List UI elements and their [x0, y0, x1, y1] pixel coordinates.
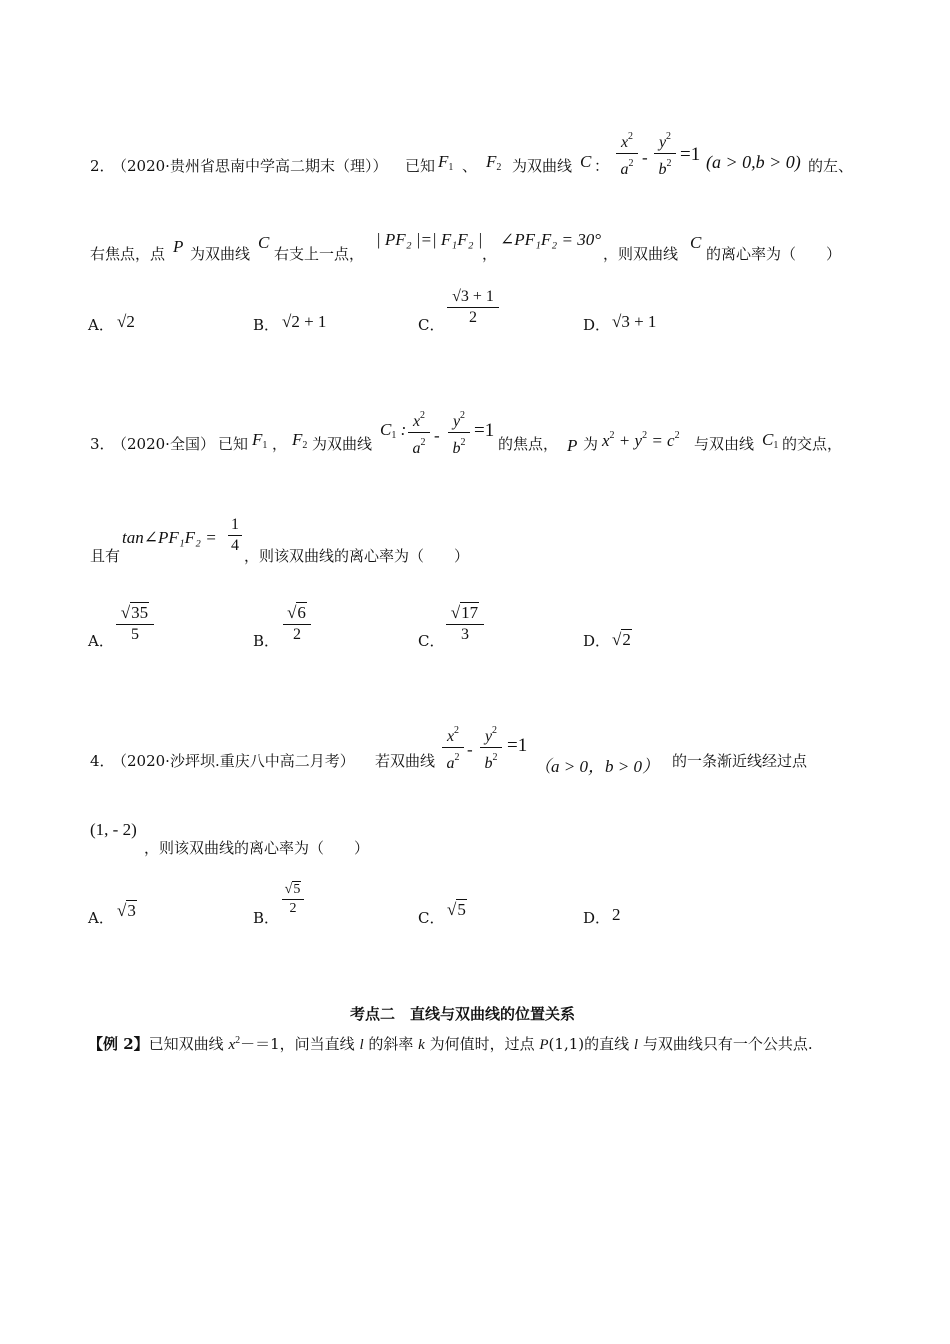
q4-option-a-label[interactable]: A． [88, 909, 114, 927]
q2-option-a-label[interactable]: A． [88, 316, 114, 334]
example-t1: 已知双曲线 [148, 1035, 229, 1053]
q4-number: 4． [90, 752, 115, 770]
q4-text2: 的一条渐近线经过点 [672, 752, 808, 770]
q3-option-a-value: √35 5 [116, 604, 154, 644]
q4-point: (1, - 2) [90, 820, 137, 839]
q3-text5: 与双由线 [694, 435, 755, 453]
q2-f1: $F_1$ [438, 152, 454, 173]
q3-line2b: ，则该双曲线的离心率为（ ） [244, 547, 470, 565]
q2-colon: ： [594, 157, 610, 175]
q3-option-d-label[interactable]: D． [583, 632, 611, 650]
q3-text3: 的焦点， [498, 435, 559, 453]
q2-source: （2020·贵州省思南中学高二期末（理）） [112, 157, 388, 175]
q2-option-d-value: √3 + 1 [612, 312, 657, 331]
q4-frac-y: $y^2$ $b^2$ [480, 722, 502, 773]
q2-sep1: 、 [462, 157, 478, 175]
q3-tan-frac: 1 4 [228, 516, 242, 555]
q2-text2: 为双曲线 [512, 157, 573, 175]
q2-text3: 的左、 [808, 157, 854, 175]
q4-source: （2020·沙坪坝.重庆八中高二月考） [112, 752, 355, 770]
q2-line2d: ，则双曲线 [603, 245, 679, 263]
q3-circle-eq: $x^2 + y^2 = c^2$ [602, 430, 680, 450]
q4-text1: 若双曲线 [375, 752, 436, 770]
q3-line2a: 且有 [90, 547, 121, 565]
example-t4: 为何值时，过点 [424, 1035, 540, 1053]
q2-option-b-label[interactable]: B． [253, 316, 280, 334]
example-t5: (1,1)的直线 [548, 1035, 634, 1053]
q2-option-b-value: √2 + 1 [282, 312, 327, 331]
q2-line2e: 的离心率为（ ） [706, 245, 842, 263]
q2-p: P [173, 237, 184, 256]
q3-frac-y: $y^2$ $b^2$ [448, 407, 470, 458]
q3-source: （2020·全国） [112, 435, 215, 453]
q2-line2a: 右焦点，点 [90, 245, 166, 263]
q2-line2c: 右支上一点， [274, 245, 365, 263]
q3-option-c-label[interactable]: C． [418, 632, 445, 650]
q4-option-d-value: 2 [612, 905, 621, 924]
q4-option-a-value: √3 [117, 901, 136, 920]
section-title: 考点二 直线与双曲线的位置关系 [350, 1005, 576, 1023]
q2-c3: C [690, 233, 702, 252]
q3-option-a-label[interactable]: A． [88, 632, 114, 650]
q3-f2: $F_2$ [292, 430, 308, 451]
q3-option-d-value: √2 [612, 630, 631, 649]
example-x2: $x^2$ [228, 1035, 241, 1053]
q3-c1: $C_1$ : [380, 420, 407, 441]
q2-abs-expr: | PF₂ |=| F₁F₂ | [376, 230, 483, 249]
q3-c1b: $C_1$ [762, 430, 779, 451]
q3-option-b-value: √6 2 [283, 604, 311, 644]
example-t2: －＝1，问当直线 [240, 1035, 360, 1053]
q4-option-d-label[interactable]: D． [583, 909, 611, 927]
q3-option-c-value: √17 3 [446, 604, 484, 644]
q4-cond: （a > 0，b > 0） [534, 757, 659, 776]
q3-f1: $F_1$ [252, 430, 268, 451]
q3-text6: 的交点， [782, 435, 843, 453]
q2-cond: (a > 0,b > 0) [706, 152, 801, 172]
q2-option-c-label[interactable]: C． [418, 316, 445, 334]
q4-frac-x: $x^2$ $a^2$ [442, 722, 464, 773]
example-t3: 的斜率 [363, 1035, 419, 1053]
q3-p: P [567, 436, 578, 455]
q3-comma1: ， [272, 435, 288, 453]
example-tag: 【例 2】 [88, 1035, 149, 1053]
q3-tan-expr: tan∠PF₁F₂ = [122, 528, 217, 547]
q2-text1: 已知 [405, 157, 436, 175]
q2-frac-x: $x^2$ $a^2$ [616, 128, 638, 179]
q3-number: 3． [90, 435, 115, 453]
q3-text4: 为 [583, 435, 599, 453]
example-2: 【例 2】已知双曲线 $x^2-=1$，问当直线 l 的斜率 k 为何值时，过点 P(1,1)的直线 l 与双曲线只有一个公共点. [88, 1035, 813, 1053]
q2-c: C [580, 152, 592, 171]
q2-comma: ， [482, 245, 498, 263]
q2-option-c-value: √3 + 1 2 [447, 288, 499, 327]
q2-option-d-label[interactable]: D． [583, 316, 611, 334]
q3-frac-x: $x^2$ $a^2$ [408, 407, 430, 458]
q2-line2b: 为双曲线 [190, 245, 251, 263]
q4-line2: ，则该双曲线的离心率为（ ） [144, 839, 370, 857]
q3-text1: 已知 [218, 435, 249, 453]
q4-option-b-value: √5 2 [282, 882, 304, 917]
q2-angle-expr: ∠PF₁F₂ = 30° [500, 230, 601, 249]
q2-option-a-value: √2 [117, 312, 135, 331]
q3-option-b-label[interactable]: B． [253, 632, 280, 650]
q3-text2: 为双曲线 [312, 435, 373, 453]
example-t6: 与双曲线只有一个公共点. [638, 1035, 813, 1053]
q4-option-c-label[interactable]: C． [418, 909, 445, 927]
q2-frac-y: $y^2$ $b^2$ [654, 128, 676, 179]
q2-number: 2． [90, 157, 115, 175]
q2-eq-rhs: =1 [680, 144, 701, 165]
q4-option-b-label[interactable]: B． [253, 909, 280, 927]
q2-c2: C [258, 233, 270, 252]
q4-option-c-value: √5 [447, 900, 466, 919]
q2-f2: $F_2$ [486, 152, 502, 173]
